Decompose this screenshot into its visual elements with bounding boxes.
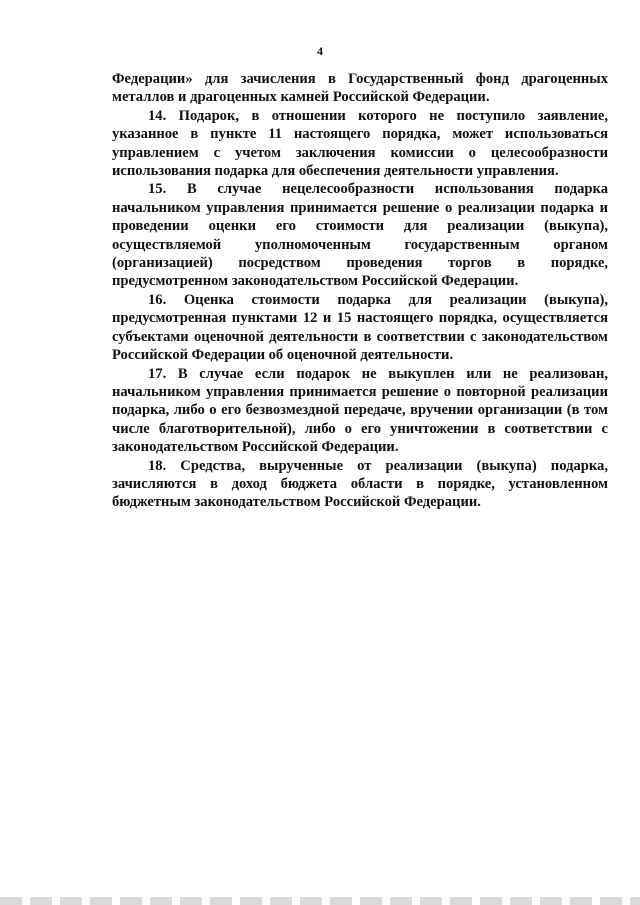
paragraph-17: 17. В случае если подарок не выкуплен или не реализован, начальником управления принимается решение о повторной реализации подарка, либо о его безвозмездной передаче, вручении организации (в том числе благотворительной), либо о его уничтожении в соответствии с законодательством Российской Федерации. (112, 365, 608, 456)
paragraph-14: 14. Подарок, в отношении которого не поступило заявление, указанное в пункте 11 настоящего порядка, может использоваться управлением с учетом заключения комиссии о целесообразности использования подарка для обеспечения деятельности управления. (112, 107, 608, 180)
paragraph-continuation: Федерации» для зачисления в Государственный фонд драгоценных металлов и драгоценных камней Российской Федерации. (112, 71, 608, 106)
page-number: 4 (317, 44, 323, 58)
paragraph-16: 16. Оценка стоимости подарка для реализации (выкупа), предусмотренная пунктами 12 и 15 настоящего порядка, осуществляется субъектами оценочной деятельности в соответствии с законодательством Российской Федерации об оценочной деятельности. (112, 291, 608, 364)
paragraph-18: 18. Средства, вырученные от реализации (выкупа) подарка, зачисляются в доход бюджета области в порядке, установленном бюджетным законодательством Российской Федерации. (112, 457, 608, 511)
paragraph-15: 15. В случае нецелесообразности использования подарка начальником управления принимается решение о реализации подарка и проведении оценки его стоимости для реализации (выкупа), осуществляемой уполномоченным государственным органом (организацией) посредством проведения торгов в порядке, предусмотренном законодательством Российской Федерации. (112, 181, 608, 290)
scan-edge-artifact (0, 897, 640, 905)
document-body (112, 70, 608, 512)
